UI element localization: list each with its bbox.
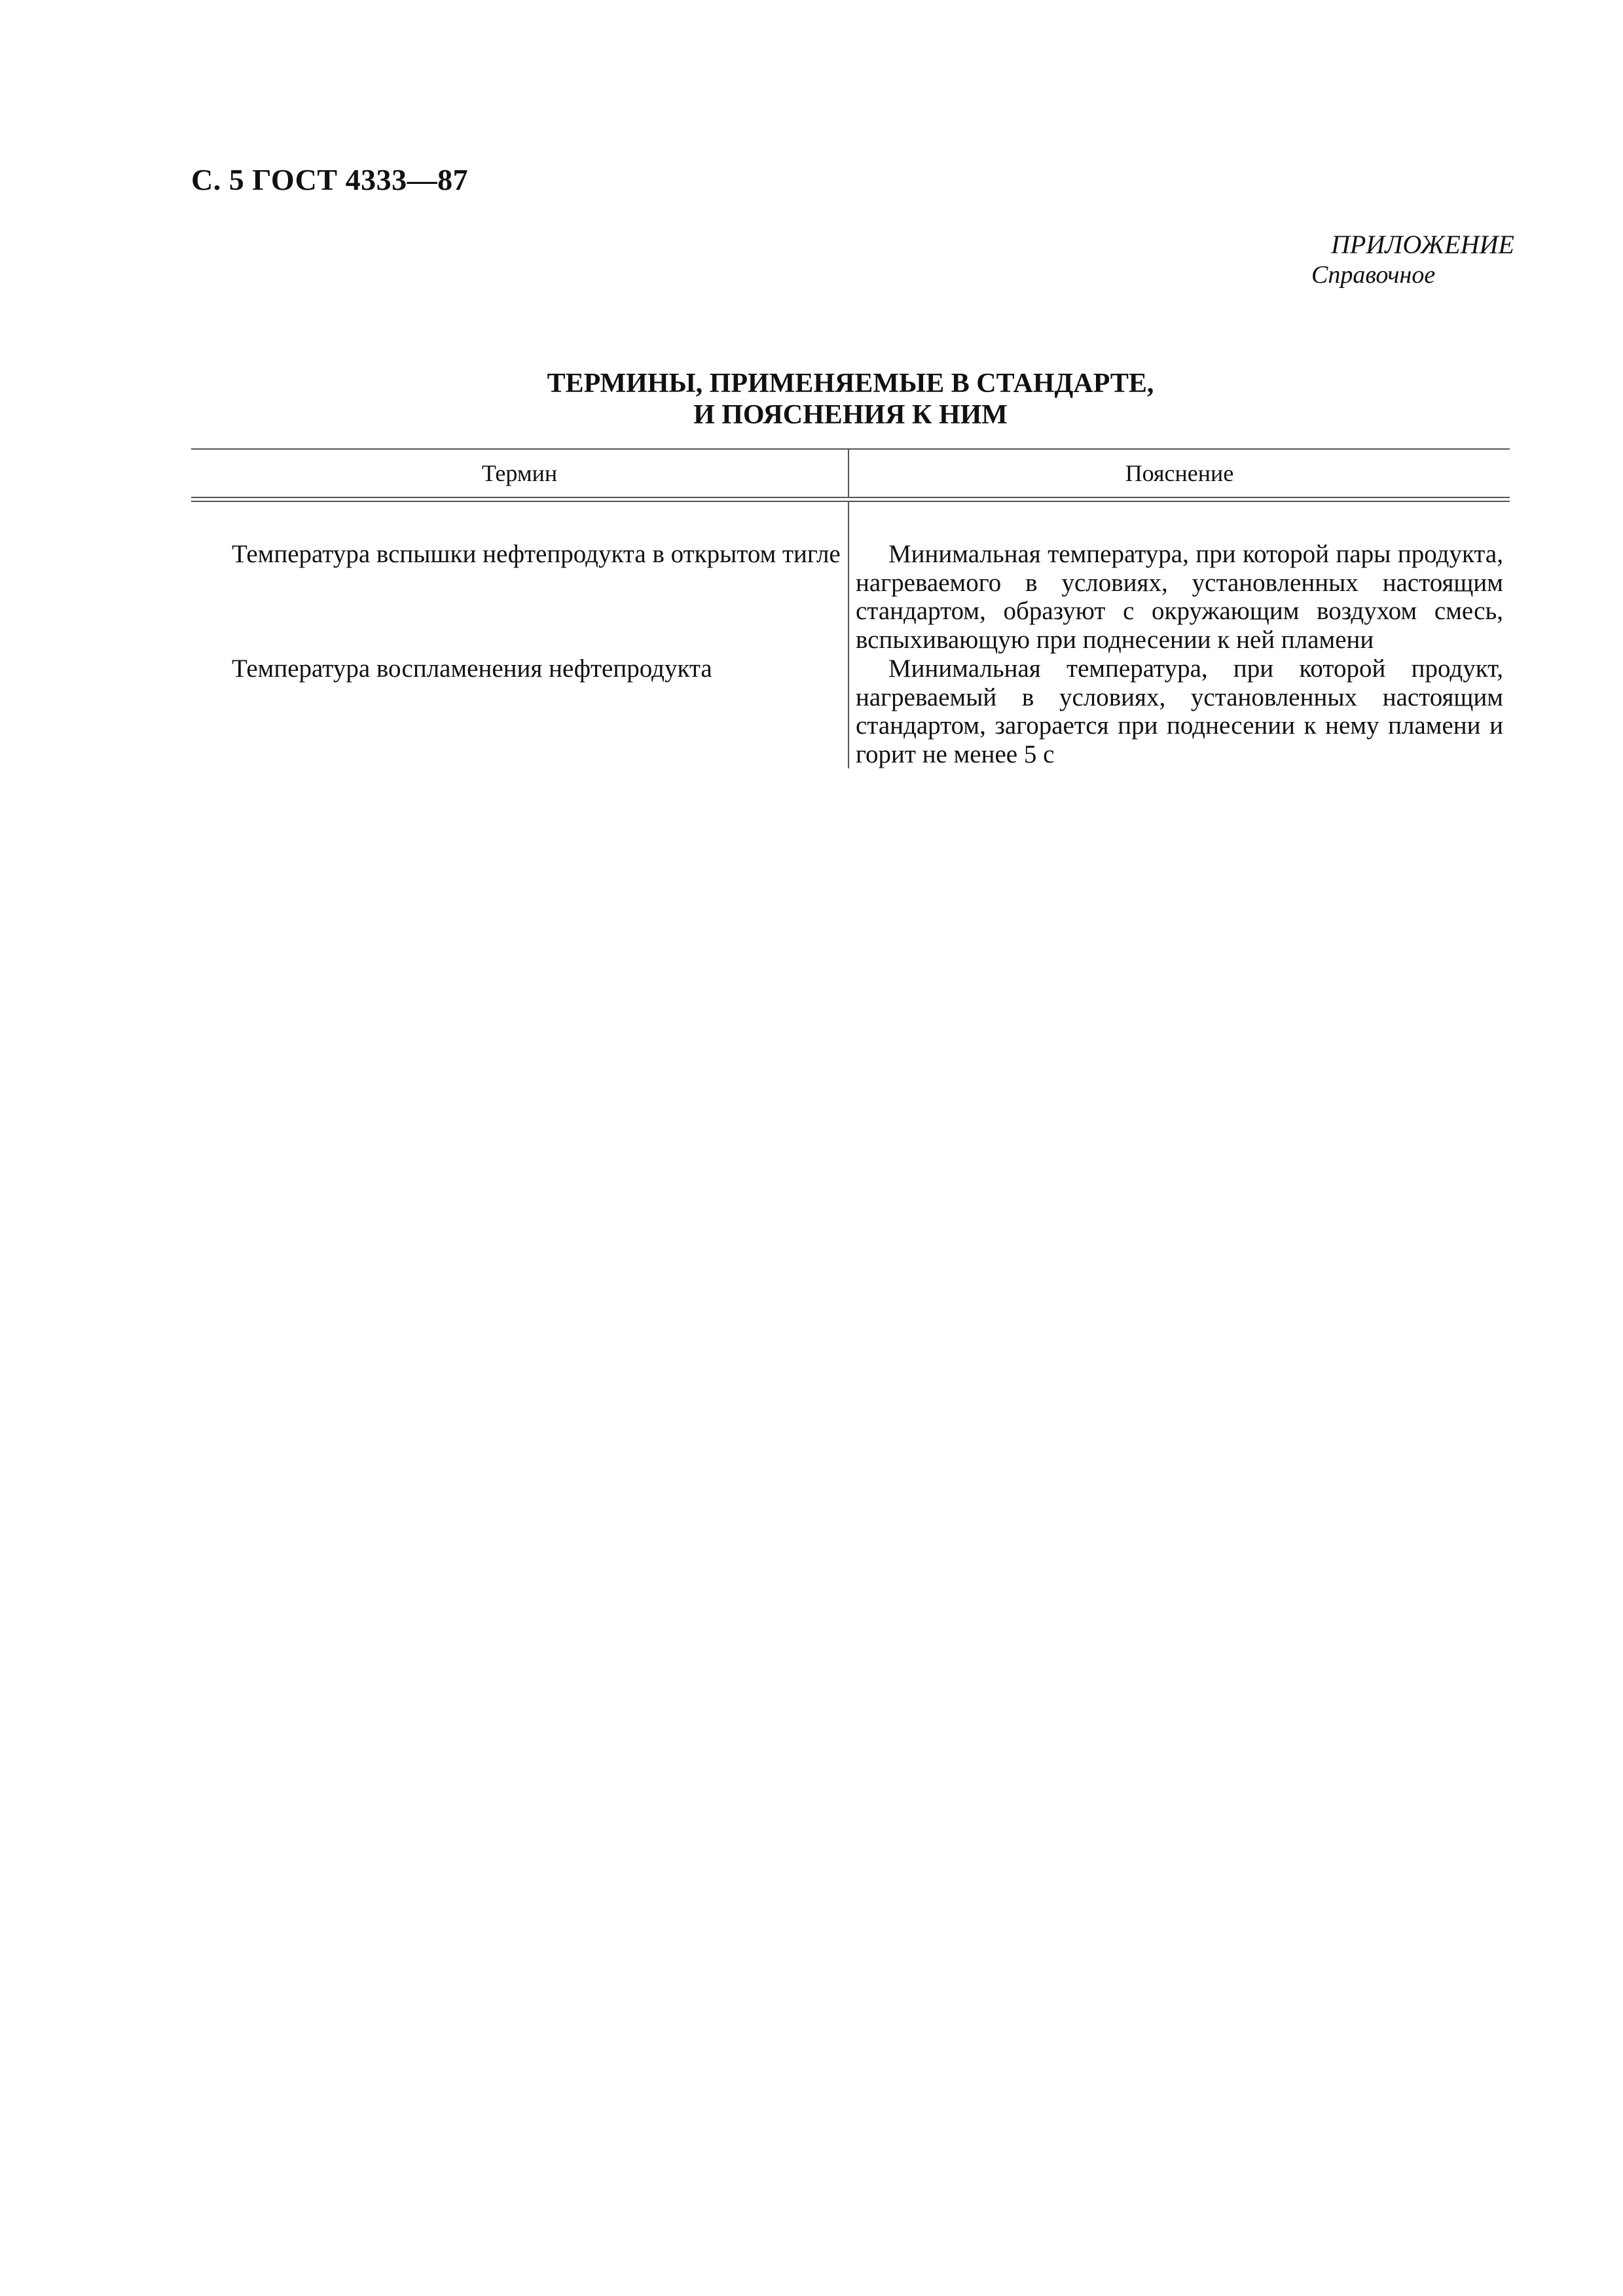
term-cell bbox=[191, 655, 849, 768]
explanation-cell bbox=[849, 540, 1510, 654]
document-title-line-2: И ПОЯСНЕНИЯ К НИМ bbox=[693, 400, 1008, 431]
table-row bbox=[191, 655, 1510, 768]
document-title bbox=[191, 368, 1510, 431]
table-row bbox=[191, 540, 1510, 654]
table-header-rule bbox=[191, 497, 1510, 502]
explanation-text: Минимальная температура, при которой пары продукта, нагреваемого в условиях, установленных настоящим стандартом, образуют с окружающим воздухом смесь, вспыхивающую при поднесении к ней пламени bbox=[856, 540, 1503, 654]
document-title-line-1: ТЕРМИНЫ, ПРИМЕНЯЕМЫЕ В СТАНДАРТЕ, bbox=[547, 368, 1154, 399]
explanation-text: Минимальная температура, при которой продукт, нагреваемый в условиях, установленных настоящим стандартом, загорается при поднесении к нему пламени и горит не менее 5 с bbox=[856, 655, 1503, 768]
appendix-title: ПРИЛОЖЕНИЕ bbox=[1331, 230, 1514, 259]
appendix-label bbox=[1311, 229, 1514, 291]
term-text: Температура вспышки нефтепродукта в открытом тигле bbox=[232, 540, 841, 568]
explanation-cell bbox=[849, 655, 1510, 768]
table-header-row bbox=[191, 450, 1510, 497]
column-header-term: Термин bbox=[191, 450, 849, 497]
column-header-explanation: Пояснение bbox=[1125, 460, 1234, 486]
term-text: Температура воспламенения нефтепродукта bbox=[232, 655, 712, 683]
terms-table bbox=[191, 448, 1510, 768]
term-cell bbox=[191, 540, 849, 654]
table-body bbox=[191, 502, 1510, 768]
column-divider bbox=[848, 502, 849, 768]
page-header: С. 5 ГОСТ 4333—87 bbox=[191, 163, 469, 196]
appendix-kind: Справочное bbox=[1311, 261, 1436, 289]
